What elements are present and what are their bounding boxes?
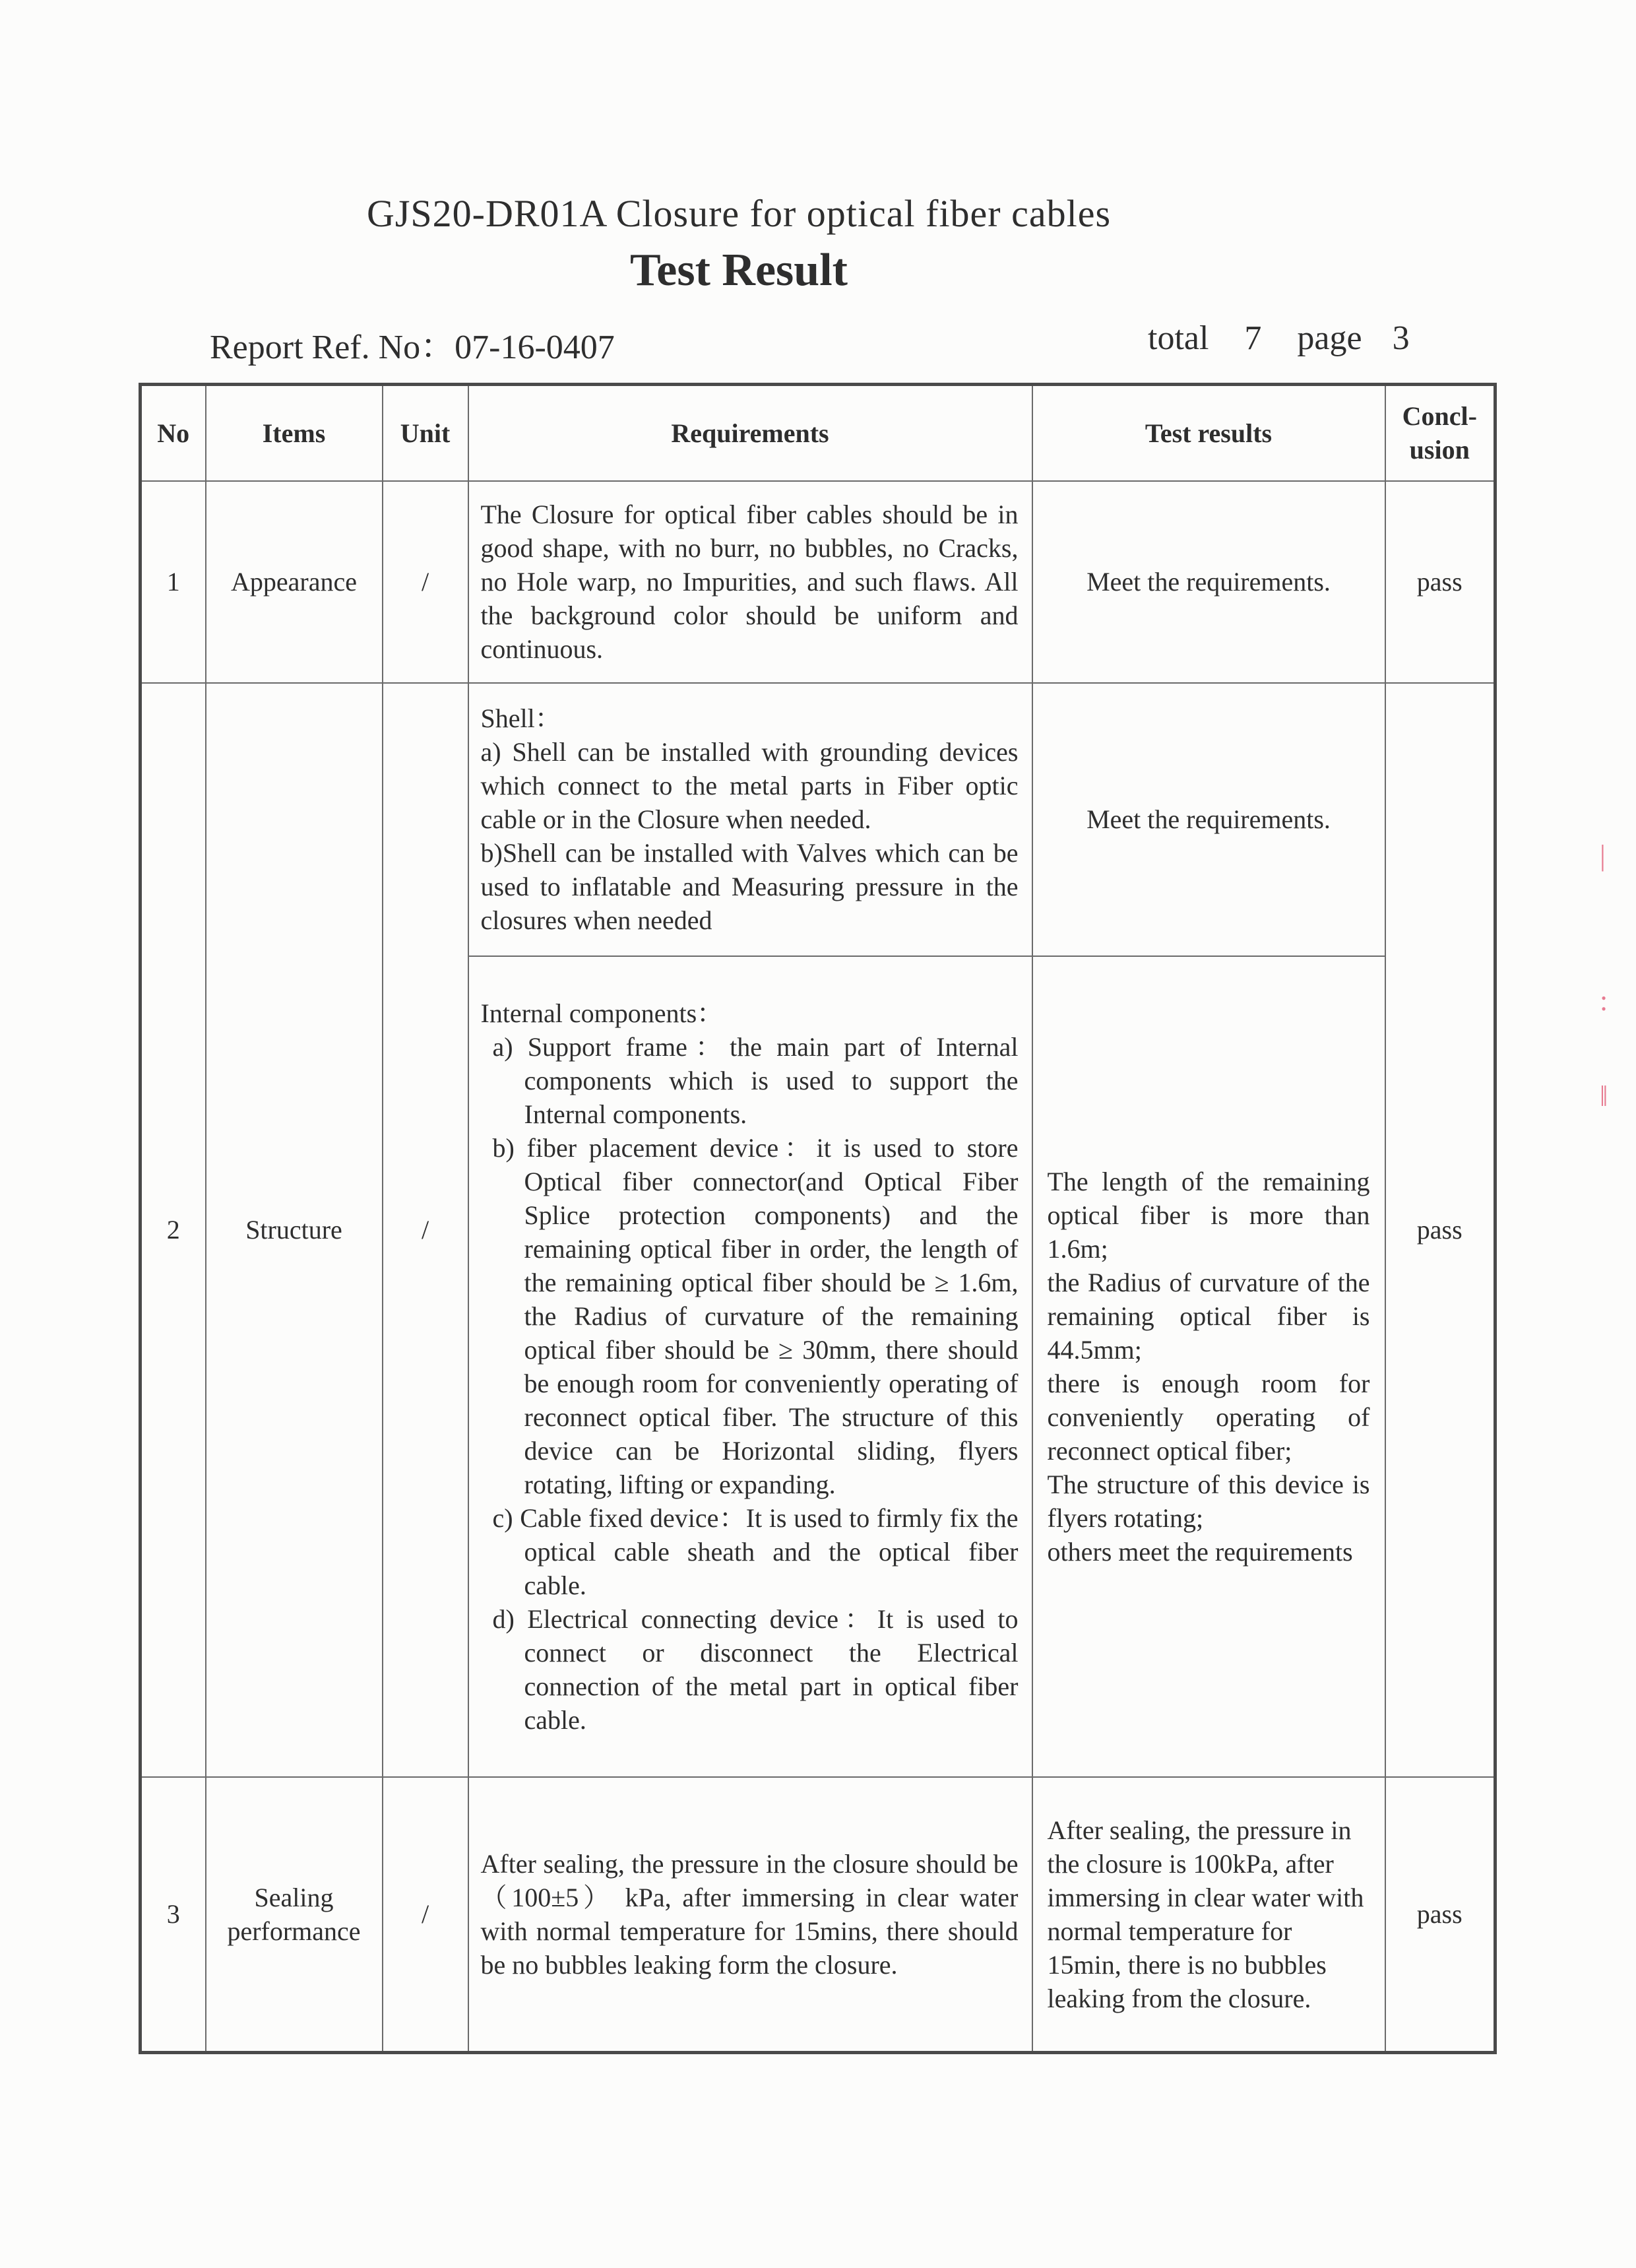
internal-requirement <box>468 956 1032 1777</box>
row-item: Appearance <box>206 481 383 683</box>
row-unit: / <box>383 683 468 1777</box>
internal-result-line: there is enough room for conveniently operating of reconnect optical fiber; <box>1047 1368 1370 1466</box>
row-result: Meet the requirements. <box>1032 481 1385 683</box>
internal-result-line: the Radius of curvature of the remaining optical fiber is 44.5mm; <box>1047 1267 1370 1365</box>
internal-item-a: a) Support frame：the main part of Internal components which is used to support the Internal components. <box>492 1031 1019 1129</box>
internal-result-line: others meet the requirements <box>1047 1536 1353 1567</box>
page-label: page <box>1297 319 1362 357</box>
internal-result-line: The length of the remaining optical fiber is more than 1.6m; <box>1047 1166 1370 1264</box>
shell-item-b: b)Shell can be installed with Valves which can be used to inflatable and Measuring pressure in the closures when needed <box>480 838 1019 935</box>
row-conclusion: pass <box>1385 1777 1495 2053</box>
side-stamp-mark: | <box>1600 839 1606 872</box>
internal-result-line: The structure of this device is flyers rotating; <box>1047 1469 1370 1533</box>
column-header-conclusion: Concl-usion <box>1385 385 1495 481</box>
page-info <box>1148 319 1410 358</box>
row-conclusion: pass <box>1385 683 1495 1777</box>
column-header-no: No <box>141 385 206 481</box>
total-label: total <box>1148 319 1209 357</box>
internal-item-c: c) Cable fixed device：It is used to firmly fix the optical cable sheath and the optical fiber cable. <box>492 1503 1019 1600</box>
row-conclusion: pass <box>1385 481 1495 683</box>
internal-item-d: d) Electrical connecting device：It is used to connect or disconnect the Electrical connection of the metal part in optical fiber cable. <box>492 1604 1019 1735</box>
total-count: 7 <box>1244 319 1262 357</box>
row-requirement: The Closure for optical fiber cables should be in good shape, with no burr, no bubbles, no Cracks, no Hole warp, no Impurities, and such flaws. All the background color should be uniform and continuous. <box>468 481 1032 683</box>
table-row <box>141 1777 1495 2053</box>
row-number: 3 <box>141 1777 206 2053</box>
column-header-items: Items <box>206 385 383 481</box>
document-subtitle: Test Result <box>630 245 848 296</box>
internal-item-b: b) fiber placement device：it is used to store Optical fiber connector(and Optical Fiber Splice protection components) and the remaining optical fiber in order, the length of the remaining optical fiber should be ≥ 1.6m, the Radius of curvature of the remaining optical fiber should be ≥ 30mm, there should be enough room for conveniently operating of reconnect optical fiber. The structure of this device can be Horizontal sliding, flyers rotating, lifting or expanding. <box>492 1132 1019 1499</box>
row-unit: / <box>383 481 468 683</box>
row-number: 1 <box>141 481 206 683</box>
internal-heading: Internal components： <box>480 998 724 1028</box>
shell-heading: Shell： <box>480 703 561 733</box>
document-title: GJS20-DR01A Closure for optical fiber cables <box>366 192 1112 235</box>
table-row <box>141 481 1495 683</box>
column-header-unit: Unit <box>383 385 468 481</box>
row-result: After sealing, the pressure in the closure is 100kPa, after immersing in clear water with normal temperature for 15min, there is no bubbles leaking from the closure. <box>1032 1777 1385 2053</box>
column-header-test-results: Test results <box>1032 385 1385 481</box>
row-number: 2 <box>141 683 206 1777</box>
row-requirement: After sealing, the pressure in the closure should be （100±5） kPa, after immersing in clear water with normal temperature for 15mins, there should be no bubbles leaking form the closure. <box>468 1777 1032 2053</box>
header-row <box>141 385 1495 481</box>
side-stamp-mark: ‖ <box>1600 1080 1608 1113</box>
page-number: 3 <box>1392 319 1410 357</box>
test-result-table <box>139 383 1497 2054</box>
row-item: Sealing performance <box>206 1777 383 2053</box>
report-ref: Report Ref. No：07-16-0407 <box>210 329 615 366</box>
row-item: Structure <box>206 683 383 1777</box>
row-unit: / <box>383 1777 468 2053</box>
shell-item-a: a) Shell can be installed with grounding devices which connect to the metal parts in Fiber optic cable or in the Closure when needed. <box>480 737 1019 834</box>
side-stamp-mark: : <box>1600 985 1608 1017</box>
internal-result <box>1032 956 1385 1777</box>
shell-result: Meet the requirements. <box>1032 683 1385 956</box>
shell-requirement <box>468 683 1032 956</box>
column-header-requirements: Requirements <box>468 385 1032 481</box>
table-row <box>141 683 1495 956</box>
